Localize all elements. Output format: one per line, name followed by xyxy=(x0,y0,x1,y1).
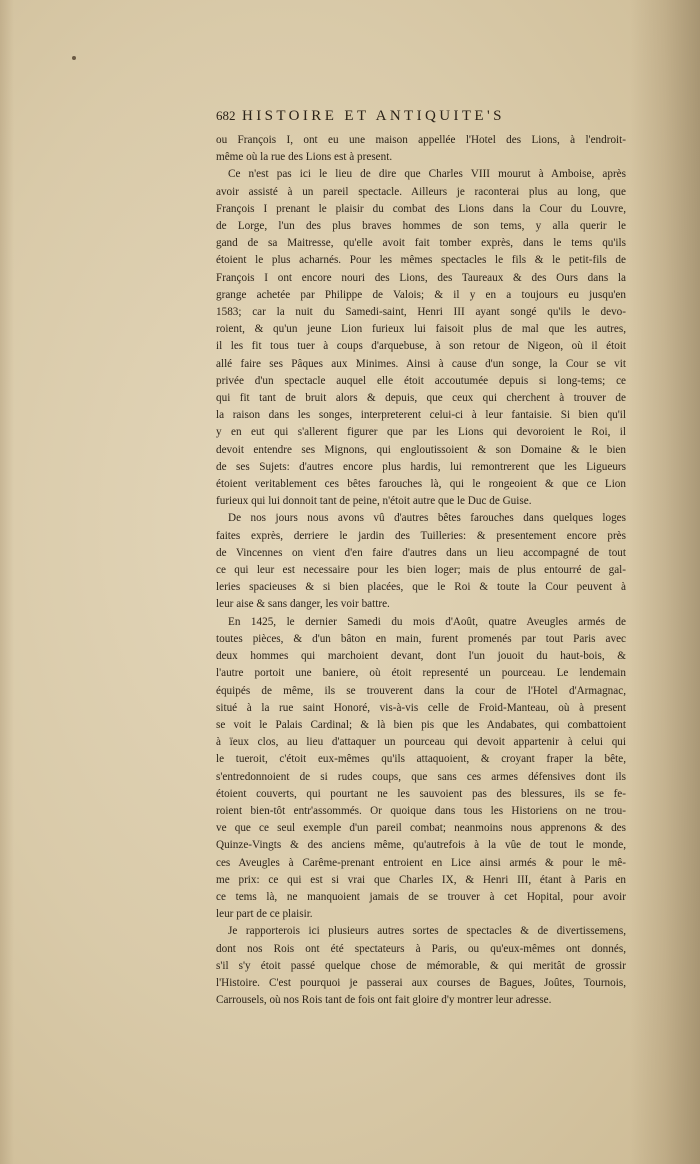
text-line: de ses Sujets: d'autres encore plus hardis, lui remontrerent que les Ligueurs xyxy=(216,460,626,473)
text-line: s'il s'y étoit passé quelque chose de mémorable, & qui meritât de grossir xyxy=(216,959,626,972)
text-line: roient, & qu'un jeune Lion furieux lui faisoit plus de mal que les autres, xyxy=(216,323,626,336)
page-number: 682 xyxy=(216,108,236,123)
text-line: Je rapporterois ici plusieurs autres sortes de spectacles & de divertissemens, xyxy=(228,925,626,938)
text-line: allé faire ses Pâques aux Minimes. Ainsi à cause d'un songe, la Cour se vit xyxy=(216,357,626,370)
text-line: équipés de même, ils se trouverent dans la cour de l'Hotel d'Armagnac, xyxy=(216,684,626,697)
text-line: leur aise & sans danger, les voir battre. xyxy=(216,598,390,611)
text-line: ce tems là, ne manquoient jamais de se trouver à cet Hopital, pour avoir xyxy=(216,890,626,903)
spine-shadow xyxy=(630,0,700,1164)
paragraph xyxy=(216,166,626,510)
text-line: situé à la rue saint Honoré, vis-à-vis celle de Froid-Manteau, où à present xyxy=(216,701,626,714)
text-line: leur part de ce plaisir. xyxy=(216,908,313,921)
text-line: la raison dans les songes, interpreterent celui-ci à leur fantaisie. Si bien qu'il xyxy=(216,409,626,422)
body-text xyxy=(216,132,626,1009)
text-line: privée d'un spectacle auquel elle étoit accoutumée depuis si long-tems; ce xyxy=(216,374,626,387)
text-line: De nos jours nous avons vû d'autres bêtes farouches dans quelques loges xyxy=(228,512,626,525)
paragraph xyxy=(216,923,626,1009)
text-line: étoient veritablement ces bêtes farouches là, qui le rongeoient & que ce Lion xyxy=(216,478,626,491)
text-line: gand de sa Maitresse, qu'elle avoit fait tomber exprès, dans le tems qu'ils xyxy=(216,237,626,250)
text-line: étoient le plus acharnés. Pour les mêmes spectacles le fils & le petit-fils de xyxy=(216,254,626,267)
text-line: 1583; car la nuit du Samedi-saint, Henri III ayant songé qu'ils le devo- xyxy=(216,306,626,319)
running-title: HISTOIRE ET ANTIQUITE'S xyxy=(242,108,505,124)
text-line: Ce n'est pas ici le lieu de dire que Charles VIII mourut à Amboise, après xyxy=(228,168,626,181)
text-line: il les fit tous tuer à coups d'arquebuse, à son retour de Nigeon, où il étoit xyxy=(216,340,626,353)
text-line: le tueroit, c'étoit eux-mêmes qu'ils attaquoient, & croyant fraper la bête, xyxy=(216,753,626,766)
text-line: roient bien-tôt entr'assommés. Or quoique dans tous les Historiens on ne trou- xyxy=(216,804,626,817)
paragraph xyxy=(216,510,626,613)
text-line: qui fit tant de bruit alors & depuis, que ceux qui cherchent à trouver de xyxy=(216,392,626,405)
text-line: me prix: ce qui est si vrai que Charles IX, & Henri III, étant à Paris en xyxy=(216,873,626,886)
text-line: l'Histoire. C'est pourquoi je passerai aux courses de Bagues, Joûtes, Tournois, xyxy=(216,976,626,989)
text-line: de Lorge, l'un des plus braves hommes de son tems, y alla querir le xyxy=(216,220,626,233)
text-line: En 1425, le dernier Samedi du mois d'Août, quatre Aveugles armés de xyxy=(228,615,626,628)
text-line: deux hommes qui marchoient devant, dont l'un jouoit du haut-bois, & xyxy=(216,650,626,663)
paragraph xyxy=(216,132,626,166)
text-line: l'autre portoit une baniere, où étoit representé un pourceau. Le lendemain xyxy=(216,667,626,680)
text-line: grange achetée par Philippe de Valois; & il y en a toujours eu jusqu'en xyxy=(216,288,626,301)
text-line: se voit le Palais Cardinal; & là bien pis que les Andabates, qui combattoient xyxy=(216,718,626,731)
text-line: toutes pièces, & d'un bâton en main, furent promenés par tout Paris avec xyxy=(216,632,626,645)
text-line: devoit entendre ses Mignons, qui engloutissoient & son Domaine & le bien xyxy=(216,443,626,456)
text-line: Quinze-Vingts & des anciens même, qu'autrefois à la vûe de tout le monde, xyxy=(216,839,626,852)
text-line: ce qui leur est necessaire pour les bien loger; mais de plus entourré de gal- xyxy=(216,564,626,577)
paragraph xyxy=(216,614,626,924)
text-line: ou François I, ont eu une maison appellée l'Hotel des Lions, à l'endroit- xyxy=(216,134,626,146)
text-line: dont nos Rois ont été spectateurs à Paris, ou qu'eux-mêmes ont donnés, xyxy=(216,942,626,955)
page-left-edge xyxy=(0,0,14,1164)
text-line: furieux qui lui donnoit tant de peine, n'étoit autre que le Duc de Guise. xyxy=(216,495,532,508)
text-line: ces Aveugles à Carême-prenant entroient en Lice ainsi armés & pour le mê- xyxy=(216,856,626,869)
running-head xyxy=(216,108,626,132)
text-line: François I prenant le plaisir du combat des Lions dans la Cour du Louvre, xyxy=(216,202,626,215)
text-line: étoient couverts, qui pourtant ne les sauvoient pas des blessures, ils se fe- xyxy=(216,787,626,800)
text-block xyxy=(216,108,626,1009)
text-line: y en eut qui s'allerent figurer que par les Lions qui devoroient le Roi, il xyxy=(216,426,626,439)
text-line: François I ont encore nouri des Lions, des Taureaux & des Ours dans la xyxy=(216,271,626,284)
text-line: à ïeux clos, au lieu d'attaquer un pourceau qui devoit appartenir à celui qui xyxy=(216,736,626,749)
text-line: faites exprès, derriere le jardin des Tuilleries: & presentement encore près xyxy=(216,529,626,542)
text-line: Carrousels, où nos Rois tant de fois ont fait gloire d'y montrer leur adresse. xyxy=(216,994,552,1007)
text-line: leries spacieuses & si bien placées, que le Roi & toute la Cour peuvent à xyxy=(216,581,626,594)
text-line: de Vincennes on vient d'en faire d'autres dans un lieu accompagné de tout xyxy=(216,546,626,559)
text-line: s'entredonnoient de si rudes coups, que sans ces armes défensives dont ils xyxy=(216,770,626,783)
text-line: même où la rue des Lions est à present. xyxy=(216,151,393,164)
text-line: avoir assisté à un pareil spectacle. Ailleurs je raconterai plus au long, que xyxy=(216,185,626,198)
text-line: ve que ce seul exemple d'un pareil combat; neanmoins nous apprenons & des xyxy=(216,822,626,835)
ink-spot xyxy=(72,56,76,60)
